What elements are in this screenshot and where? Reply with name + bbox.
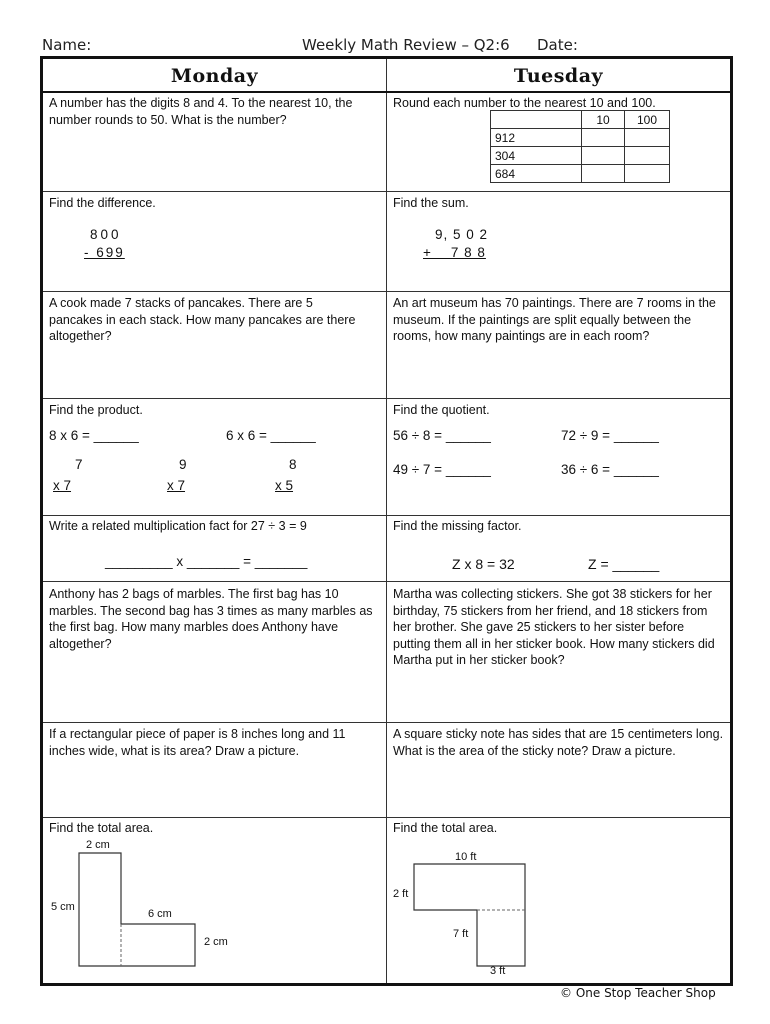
monday-dim-top: 2 cm [86, 839, 110, 851]
monday-q4-b: 6 x 6 = ______ [226, 428, 316, 443]
worksheet-title: Weekly Math Review – Q2:6 [302, 36, 510, 54]
name-label: Name: [42, 36, 92, 54]
row-divider [43, 722, 730, 723]
tuesday-q7: A square sticky note has sides that are 15 centimeters long. What is the area of the sticky note? Draw a picture. [393, 727, 724, 758]
answer-cell [625, 165, 670, 183]
table-row-label: 304 [491, 147, 582, 165]
monday-dim-right: 2 cm [204, 936, 228, 948]
monday-heading: Monday [170, 65, 259, 87]
tuesday-q5-answer: Z = ______ [588, 556, 660, 572]
monday-dim-mid: 6 cm [148, 908, 172, 920]
tuesday-q8-label: Find the total area. [393, 821, 498, 835]
worksheet-grid [40, 56, 733, 986]
tuesday-dim-left: 2 ft [393, 888, 409, 900]
date-label: Date: [537, 36, 578, 54]
tuesday-q4-d: 36 ÷ 6 = ______ [561, 462, 659, 477]
tuesday-dim-top: 10 ft [455, 851, 477, 863]
tuesday-dim-bottom: 3 ft [490, 965, 506, 977]
monday-q5-label: Write a related multiplication fact for 27 ÷ 3 = 9 [49, 519, 307, 533]
monday-q8-label: Find the total area. [49, 821, 154, 835]
copyright-footer: © One Stop Teacher Shop [560, 986, 716, 1000]
tuesday-q2-top: 9, 5 0 2 [435, 227, 489, 242]
row-divider [43, 398, 730, 399]
answer-cell [625, 147, 670, 165]
tuesday-q5-equation: Z x 8 = 32 [452, 556, 515, 572]
monday-area-figure [43, 835, 373, 975]
tuesday-q2-label: Find the sum. [393, 196, 469, 210]
answer-cell [582, 129, 625, 147]
monday-q3: A cook made 7 stacks of pancakes. There are 5 pancakes in each stack. How many pancakes are there altogether? [49, 296, 356, 343]
tuesday-q1: Round each number to the nearest 10 and 100. [393, 96, 656, 110]
row-divider [43, 191, 730, 192]
tuesday-q3: An art museum has 70 paintings. There are 7 rooms in the museum. If the paintings are split equally between the rooms, how many paintings are in each room? [393, 296, 716, 343]
monday-q4-label: Find the product. [49, 403, 143, 417]
row-divider [43, 291, 730, 292]
monday-q4-e-bottom: x 5 [275, 478, 294, 493]
tuesday-q2-bottom: + 7 8 8 [423, 245, 486, 260]
monday-q5-blank: _________ x _______ = _______ [105, 554, 308, 569]
row-divider [43, 817, 730, 818]
monday-q2-label: Find the difference. [49, 196, 156, 210]
monday-q4-e-top: 8 [289, 457, 297, 472]
monday-q4-a: 8 x 6 = ______ [49, 428, 139, 443]
l-shape [79, 853, 195, 966]
tuesday-q4-b: 72 ÷ 9 = ______ [561, 428, 659, 443]
row-divider [43, 515, 730, 516]
monday-q4-d-bottom: x 7 [167, 478, 186, 493]
tuesday-q4-label: Find the quotient. [393, 403, 490, 417]
tuesday-q5-label: Find the missing factor. [393, 519, 522, 533]
row-divider [43, 91, 730, 93]
monday-q6: Anthony has 2 bags of marbles. The first bag has 10 marbles. The second bag has 3 times as many marbles as the first bag. How many marbles does Anthony have altogether? [49, 587, 373, 651]
tuesday-q4-a: 56 ÷ 8 = ______ [393, 428, 491, 443]
monday-q4-c-top: 7 [75, 457, 83, 472]
table-row-label: 912 [491, 129, 582, 147]
monday-q7: If a rectangular piece of paper is 8 inches long and 11 inches wide, what is its area? Draw a picture. [49, 727, 346, 758]
monday-q4-d-top: 9 [179, 457, 187, 472]
table-header: 10 [582, 111, 625, 129]
monday-q2-bottom: - 699 [84, 245, 125, 260]
tuesday-heading: Tuesday [513, 65, 604, 87]
monday-q2-top: 800 [90, 227, 122, 242]
table-header: 100 [625, 111, 670, 129]
table-header-empty [491, 111, 582, 129]
tuesday-q4-c: 49 ÷ 7 = ______ [393, 462, 491, 477]
row-divider [43, 581, 730, 582]
tuesday-area-figure [387, 835, 730, 975]
monday-dim-left: 5 cm [51, 901, 75, 913]
tuesday-q6: Martha was collecting stickers. She got 38 stickers for her birthday, 75 stickers from her friend, and 18 stickers from her brother. She gave 25 stickers to her sister before putting them all in her sticker book. How many stickers did Martha put in her sticker book? [393, 587, 715, 667]
tuesday-dim-mid: 7 ft [453, 928, 469, 940]
rounding-table [490, 110, 670, 183]
answer-cell [582, 147, 625, 165]
monday-q4-c-bottom: x 7 [53, 478, 72, 493]
answer-cell [582, 165, 625, 183]
table-row-label: 684 [491, 165, 582, 183]
answer-cell [625, 129, 670, 147]
monday-q1: A number has the digits 8 and 4. To the nearest 10, the number rounds to 50. What is the number? [49, 96, 353, 127]
area-shape [414, 864, 525, 966]
